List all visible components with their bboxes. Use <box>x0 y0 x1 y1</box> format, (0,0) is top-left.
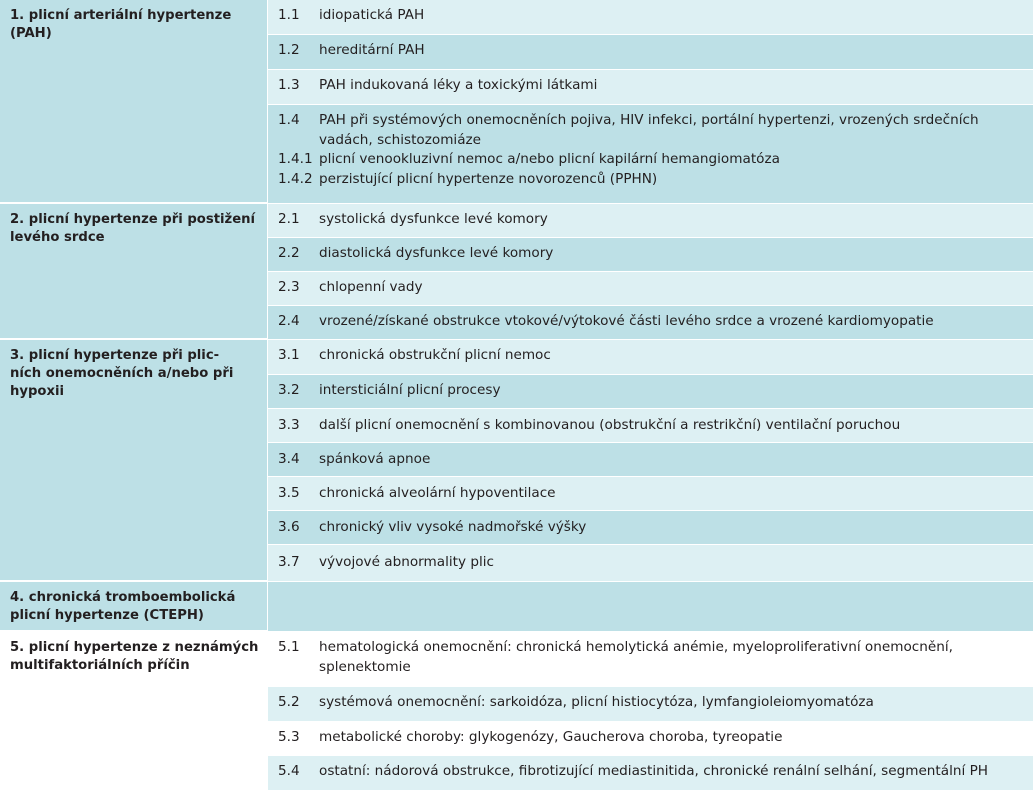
item-text: PAH indukovaná léky a toxickými látkami <box>319 77 598 93</box>
table-cell <box>268 272 1033 305</box>
list-item <box>268 728 1033 748</box>
table-cell <box>268 545 1033 581</box>
list-item <box>268 346 1033 366</box>
item-text: PAH při systémových onemocněních pojiva, HIV infekci, portální hypertenzi, vrozených srdečních vadách, schistozomiáze <box>319 112 979 148</box>
table-cell <box>268 0 1033 34</box>
list-item <box>268 244 1033 264</box>
list-item <box>268 170 1033 190</box>
list-item <box>268 638 1033 677</box>
group-label: 2. plicní hypertenze při postižení levého srdce <box>0 204 267 339</box>
item-number: 3.3 <box>278 417 300 433</box>
item-text: perzistující plicní hypertenze novorozenců (PPHN) <box>319 170 658 187</box>
table-cell <box>268 722 1033 755</box>
table-cell <box>268 443 1033 476</box>
list-item <box>268 484 1033 504</box>
item-text: metabolické choroby: glykogenózy, Gaucherova choroba, tyreopatie <box>319 729 783 745</box>
item-number: 3.4 <box>278 451 300 467</box>
item-number: 1.3 <box>278 77 300 93</box>
list-item <box>268 210 1033 230</box>
item-text: diastolická dysfunkce levé komory <box>319 245 554 261</box>
list-item <box>268 450 1033 470</box>
item-text: vrozené/získané obstrukce vtokové/výtokové části levého srdce a vrozené kardiomyopatie <box>319 313 934 329</box>
item-number: 5.4 <box>278 763 300 779</box>
table-cell <box>268 756 1033 790</box>
table-cell <box>268 477 1033 510</box>
table-cell <box>268 340 1033 374</box>
item-number: 1.2 <box>278 42 300 58</box>
item-number: 2.2 <box>278 245 300 261</box>
table-cell <box>268 409 1033 442</box>
group-label: 3. plicní hypertenze při plic- ních onemocněních a/nebo při hypoxii <box>0 340 267 581</box>
table-cell <box>268 306 1033 339</box>
item-number: 3.6 <box>278 519 300 535</box>
item-number: 1.4.2 <box>278 170 313 187</box>
item-text: plicní venookluzivní nemoc a/nebo plicní kapilární hemangiomatóza <box>319 151 780 167</box>
item-text: idiopatická PAH <box>319 7 425 23</box>
item-number: 1.1 <box>278 7 300 23</box>
item-number: 3.7 <box>278 554 300 570</box>
table-cell <box>268 632 1033 686</box>
table-cell <box>268 375 1033 408</box>
item-text: systémová onemocnění: sarkoidóza, plicní histiocytóza, lymfangioleiomyomatóza <box>319 694 874 710</box>
list-item <box>268 312 1033 332</box>
item-text: vývojové abnormality plic <box>319 554 494 570</box>
table-cell <box>268 35 1033 69</box>
item-text: ostatní: nádorová obstrukce, fibrotizující mediastinitida, chronické renální selhání, segmentální PH <box>319 763 988 779</box>
item-number: 1.4.1 <box>278 151 313 167</box>
table-cell <box>268 238 1033 271</box>
item-number: 5.2 <box>278 694 300 710</box>
item-number: 2.4 <box>278 313 300 329</box>
table-cell <box>268 105 1033 203</box>
group-label: 5. plicní hypertenze z neznámých multifaktoriálních příčin <box>0 632 267 800</box>
item-text: chronická alveolární hypoventilace <box>319 485 556 501</box>
list-item <box>268 150 1033 170</box>
item-text: hereditární PAH <box>319 42 425 58</box>
list-item <box>268 278 1033 298</box>
item-text: intersticiální plicní procesy <box>319 382 501 398</box>
list-item <box>268 41 1033 61</box>
item-number: 2.3 <box>278 279 300 295</box>
item-text: chronický vliv vysoké nadmořské výšky <box>319 519 587 535</box>
item-number: 1.4 <box>278 112 300 128</box>
list-item <box>268 762 1033 782</box>
table-cell <box>268 70 1033 104</box>
item-text: hematologická onemocnění: chronická hemolytická anémie, myeloproliferativní onemocnění, splenektomie <box>319 639 953 675</box>
group-label: 1. plicní arteriální hypertenze (PAH) <box>0 0 267 203</box>
table-cell <box>268 582 1033 631</box>
list-item <box>268 6 1033 26</box>
table-cell <box>268 687 1033 721</box>
item-text: systolická dysfunkce levé komory <box>319 211 548 227</box>
list-item <box>268 693 1033 713</box>
table-cell <box>268 204 1033 237</box>
item-text: chlopenní vady <box>319 279 423 295</box>
item-text: spánková apnoe <box>319 451 431 467</box>
item-number: 5.3 <box>278 729 300 745</box>
item-number: 3.5 <box>278 485 300 501</box>
item-number: 2.1 <box>278 211 300 227</box>
list-item <box>268 518 1033 538</box>
table-cell <box>268 511 1033 544</box>
list-item <box>268 111 1033 150</box>
item-number: 3.2 <box>278 382 300 398</box>
list-item <box>268 416 1033 436</box>
list-item <box>268 553 1033 573</box>
group-label: 4. chronická tromboembolická plicní hypertenze (CTEPH) <box>0 582 267 631</box>
item-text: další plicní onemocnění s kombinovanou (obstrukční a restrikční) ventilační poruchou <box>319 417 901 433</box>
item-number: 5.1 <box>278 639 300 655</box>
list-item <box>268 76 1033 96</box>
item-number: 3.1 <box>278 347 300 363</box>
item-text: chronická obstrukční plicní nemoc <box>319 347 551 363</box>
list-item <box>268 381 1033 401</box>
